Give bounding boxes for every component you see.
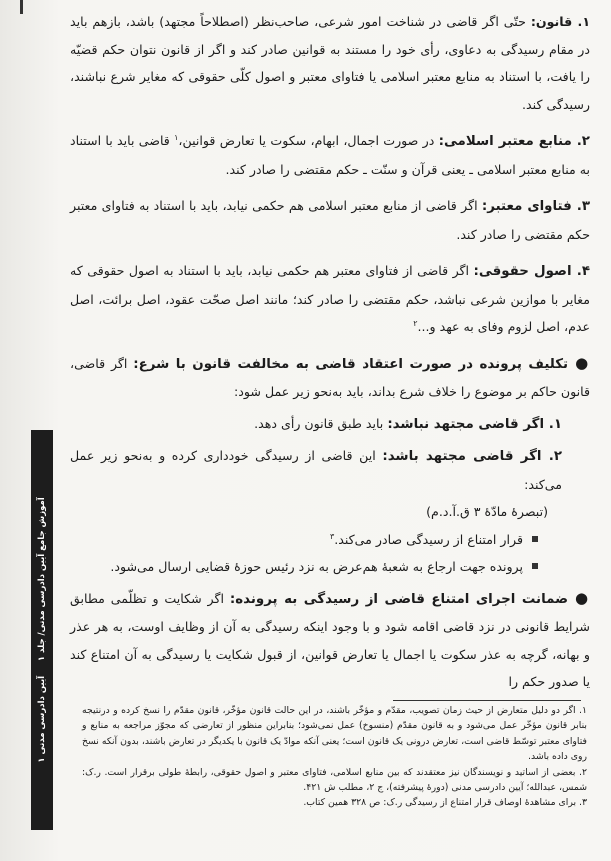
footnote-ref-2[interactable]: ۲ — [413, 318, 418, 328]
bullet-conflict-heading: تکلیف پرونده در صورت اعتقاد قاضی به مخالفت قانون با شرع: — [133, 356, 569, 372]
bullet-conflict-body: اگر قاضی، قانون حاکم بر موضوع را خلاف شرع بداند، باید به‌نحو زیر عمل شود: — [70, 355, 590, 399]
sub-item-text: قرار امتناع از رسیدگی صادر می‌کند. — [334, 531, 523, 547]
section-1 — [70, 8, 590, 118]
section-1-body: حتّی اگر قاضی در شناخت امور شرعی، صاحب‌نظر (اصطلاحاً مجتهد) باشد، بازهم باید در مقام رسیدگی به دعاوی، رأی خود را مستند به قوانین صادر کند و اگر از قانون نتوان حکم قضیّه را یافت، با استناد به منابع معتبر اسلامی یا فتاوای معتبر و اصول کلّی حقوقی که مغایر شرع نباشند، رسیدگی کند. — [70, 14, 590, 112]
footnote-1: ۱. اگر دو دلیل متعارض از حیث زمان تصویب، مقدّم و مؤخّر باشند، در این حالت قانون مؤخّر، قانون مقدّم را نسخ کرده و درنتیجه بنابر قانون مؤخّر عمل می‌شود و به قانون مقدّم (منسوخ) عمل نمی‌شود؛ بنابراین منظور از تعارضی که مجوّز مراجعه به منابع و فتاوای معتبر توسّط قاضی است، تعارض درونی یک قانون است؛ یعنی آنکه موادّ یک قانون با یکدیگر در تعارض باشند، بدون آنکه نسخ روی داده باشد. — [82, 705, 587, 763]
bullet-sanction — [70, 585, 590, 696]
section-4-heading: ۴. اصول حقوقی: — [473, 264, 590, 279]
spine-title-main: آموزش جامع آیین دادرسی مدنی/ جلد ۱ — [37, 497, 47, 662]
spine-title-small: آیین دادرسی مدنی ۱ — [37, 675, 47, 763]
section-4 — [70, 257, 590, 341]
footnotes — [82, 703, 587, 811]
main-text — [70, 8, 590, 696]
bullet-sanction-body: اگر شکایت و تظلّمی مطابق شرایط قانونی در نزد قاضی اقامه شود و با وجود اینکه رسیدگی به آن از وظایف اوست، به هر عذر و بهانه، گرچه به عذر سکوت یا اجمال یا تعارض قوانین، از قبول شکایت یا رسیدگی به آن امتناع کند یا صدور حکم را — [70, 590, 590, 689]
case-2-heading: ۲. اگر قاضی مجتهد باشد: — [382, 449, 562, 464]
spine-title — [37, 497, 47, 762]
sub-item — [70, 553, 590, 581]
footnote-ref-3[interactable]: ۳ — [329, 531, 335, 541]
section-3 — [70, 192, 590, 248]
bullet-sanction-heading: ضمانت اجرای امتناع قاضی از رسیدگی به پرونده: — [229, 591, 569, 607]
section-3-body: اگر قاضی از منابع معتبر اسلامی هم حکمی نیابد، باید با استناد به فتاوای معتبر حکم مقتضی را صادر کند. — [70, 198, 590, 242]
gutter-mark — [20, 0, 23, 14]
bullet-icon: ● — [575, 353, 591, 372]
square-bullet-icon — [532, 536, 538, 542]
tabsareh-reference: (تبصرهٔ مادّهٔ ۳ ق.آ.د.م) — [426, 504, 548, 519]
section-1-heading: ۱. قانون: — [530, 14, 590, 29]
section-3-heading: ۳. فتاوای معتبر: — [481, 199, 591, 214]
bullet-icon: ● — [575, 588, 590, 607]
footnote-divider — [393, 700, 581, 701]
sub-item-text: پرونده جهت ارجاع به شعبهٔ هم‌عرض به نزد رئیس حوزهٔ قضایی ارسال می‌شود. — [110, 559, 523, 574]
case-2-body: این قاضی از رسیدگی خودداری کرده و به‌نحو زیر عمل می‌کند: — [70, 448, 562, 492]
square-bullet-icon — [532, 563, 538, 569]
sub-item — [70, 526, 590, 554]
case-1-heading: ۱. اگر قاضی مجتهد نباشد: — [387, 416, 562, 432]
footnote-3: ۳. برای مشاهدهٔ اوصاف قرار امتناع از رسیدگی ر.ک: ص ۳۲۸ همین کتاب. — [303, 797, 587, 809]
section-2-body-cont: قاضی باید با استناد به منابع معتبر اسلامی ـ یعنی قرآن و سنّت ـ حکم مقتضی را صادر کند. — [70, 133, 590, 177]
case-2 — [70, 442, 590, 498]
section-2 — [70, 127, 590, 183]
case-1 — [70, 410, 590, 439]
footnote-ref-1[interactable]: ۱ — [174, 132, 179, 142]
case-1-body: باید طبق قانون رأی دهد. — [254, 415, 388, 431]
bullet-conflict — [70, 350, 590, 406]
section-2-body: در صورت اجمال، ابهام، سکوت یا تعارض قوانین، — [178, 133, 439, 148]
footnote-2: ۲. بعضی از اساتید و نویسندگان نیز معتقدند که بین منابع اسلامی، فتاوای معتبر و اصول حقوقی، رابطهٔ طولی برقرار است. ر.ک: شمس، عبدالله؛ آیین دادرسی مدنی (دورهٔ پیشرفته)، ج ۲، مطلب ش ۴۲۱. — [82, 766, 587, 794]
section-2-heading: ۲. منابع معتبر اسلامی: — [438, 134, 590, 149]
section-4-body: اگر قاضی از فتاوای معتبر هم حکمی نیابد، باید با استناد به اصول حقوقی که مغایر با موازین شرعی نباشد، حکم مقتضی را صادر کند؛ مانند اصل صحّت عقود، اصل برائت، اصل عدم، اصل لزوم وفای به عهد و... — [70, 263, 590, 334]
